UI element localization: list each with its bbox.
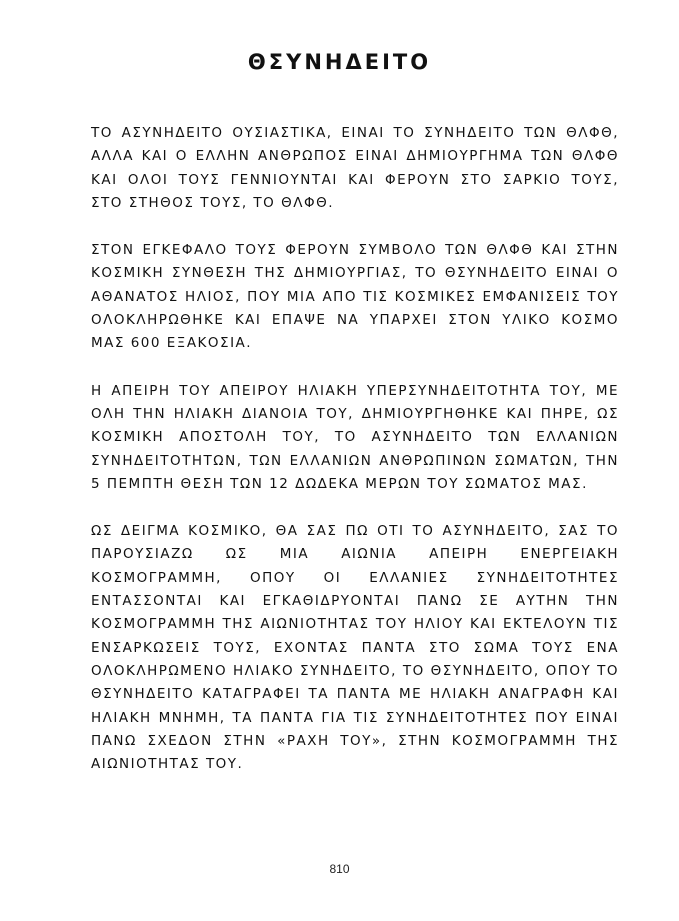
page-number: 810 bbox=[329, 862, 350, 876]
body-text bbox=[91, 122, 619, 800]
paragraph-3: Η ΑΠΕΙΡΗ ΤΟΥ ΑΠΕΙΡΟΥ ΗΛΙΑΚΗ ΥΠΕΡΣΥΝΗΔΕΙΤΟΤΗΤΑ ΤΟΥ, ΜΕ ΟΛΗ ΤΗΝ ΗΛΙΑΚΗ ΔΙΑΝΟΙΑ ΤΟΥ, ΔΗΜΙΟΥΡΓΗΘΗΚΕ ΚΑΙ ΠΗΡΕ, ΩΣ ΚΟΣΜΙΚΗ ΑΠΟΣΤΟΛΗ ΤΟΥ, ΤΟ ΑΣΥΝΗΔΕΙΤΟ ΤΩΝ ΕΛΛΑΝΙΩΝ ΣΥΝΗΔΕΙΤΟΤΗΤΩΝ, ΤΩΝ ΕΛΛΑΝΙΩΝ ΑΝΘΡΩΠΙΝΩΝ ΣΩΜΑΤΩΝ, ΤΗΝ 5 ΠΕΜΠΤΗ ΘΕΣΗ ΤΩΝ 12 ΔΩΔΕΚΑ ΜΕΡΩΝ ΤΟΥ ΣΩΜΑΤΟΣ ΜΑΣ. bbox=[91, 382, 619, 492]
paragraph-4: ΩΣ ΔΕΙΓΜΑ ΚΟΣΜΙΚΟ, ΘΑ ΣΑΣ ΠΩ ΟΤΙ ΤΟ ΑΣΥΝΗΔΕΙΤΟ, ΣΑΣ ΤΟ ΠΑΡΟΥΣΙΑΖΩ ΩΣ ΜΙΑ ΑΙΩΝΙΑ ΑΠΕΙΡΗ ΕΝΕΡΓΕΙΑΚΗ ΚΟΣΜΟΓΡΑΜΜΗ, ΟΠΟΥ ΟΙ ΕΛΛΑΝΙΕΣ ΣΥΝΗΔΕΙΤΟΤΗΤΕΣ ΕΝΤΑΣΣΟΝΤΑΙ ΚΑΙ ΕΓΚΑΘΙΔΡΥΟΝΤΑΙ ΠΑΝΩ ΣΕ ΑΥΤΗΝ ΤΗΝ ΚΟΣΜΟΓΡΑΜΜΗ ΤΗΣ ΑΙΩΝΙΟΤΗΤΑΣ ΤΟΥ ΗΛΙΟΥ ΚΑΙ ΕΚΤΕΛΟΥΝ ΤΙΣ ΕΝΣΑΡΚΩΣΕΙΣ ΤΟΥΣ, ΕΧΟΝΤΑΣ ΠΑΝΤΑ ΣΤΟ ΣΩΜΑ ΤΟΥΣ ΕΝΑ ΟΛΟΚΛΗΡΩΜΕΝΟ ΗΛΙΑΚΟ ΣΥΝΗΔΕΙΤΟ, ΤΟ ΘΣΥΝΗΔΕΙΤΟ, ΟΠΟΥ ΤΟ ΘΣΥΝΗΔΕΙΤΟ ΚΑΤΑΓΡΑΦΕΙ ΤΑ ΠΑΝΤΑ ΜΕ ΗΛΙΑΚΗ ΑΝΑΓΡΑΦΗ ΚΑΙ ΗΛΙΑΚΗ ΜΝΗΜΗ, ΤΑ ΠΑΝΤΑ ΓΙΑ ΤΙΣ ΣΥΝΗΔΕΙΤΟΤΗΤΕΣ ΠΟΥ ΕΙΝΑΙ ΠΑΝΩ ΣΧΕΔΟΝ ΣΤΗΝ «ΡΑΧΗ ΤΟΥ», ΣΤΗΝ ΚΟΣΜΟΓΡΑΜΜΗ ΤΗΣ ΑΙΩΝΙΟΤΗΤΑΣ ΤΟΥ. bbox=[91, 523, 619, 773]
paragraph-2: ΣΤΟΝ ΕΓΚΕΦΑΛΟ ΤΟΥΣ ΦΕΡΟΥΝ ΣΥΜΒΟΛΟ ΤΩΝ ΘΛΦΘ ΚΑΙ ΣΤΗΝ ΚΟΣΜΙΚΗ ΣΥΝΘΕΣΗ ΤΗΣ ΔΗΜΙΟΥΡΓΙΑΣ, ΤΟ ΘΣΥΝΗΔΕΙΤΟ ΕΙΝΑΙ Ο ΑΘΑΝΑΤΟΣ ΗΛΙΟΣ, ΠΟΥ ΜΙΑ ΑΠΟ ΤΙΣ ΚΟΣΜΙΚΕΣ ΕΜΦΑΝΙΣΕΙΣ ΤΟΥ ΟΛΟΚΛΗΡΩΘΗΚΕ ΚΑΙ ΕΠΑΨΕ ΝΑ ΥΠΑΡΧΕΙ ΣΤΟΝ ΥΛΙΚΟ ΚΟΣΜΟ ΜΑΣ 600 ΕΞΑΚΟΣΙΑ. bbox=[91, 242, 619, 352]
page-title: ΘΣΥΝΗΔΕΙΤΟ bbox=[247, 50, 432, 74]
paragraph-1: ΤΟ ΑΣΥΝΗΔΕΙΤΟ ΟΥΣΙΑΣΤΙΚΑ, ΕΙΝΑΙ ΤΟ ΣΥΝΗΔΕΙΤΟ ΤΩΝ ΘΛΦΘ, ΑΛΛΑ ΚΑΙ Ο ΕΛΛΗΝ ΑΝΘΡΩΠΟΣ ΕΙΝΑΙ ΔΗΜΙΟΥΡΓΗΜΑ ΤΩΝ ΘΛΦΘ ΚΑΙ ΟΛΟΙ ΤΟΥΣ ΓΕΝΝΙΟΥΝΤΑΙ ΚΑΙ ΦΕΡΟΥΝ ΣΤΟ ΣΑΡΚΙΟ ΤΟΥΣ, ΣΤΟ ΣΤΗΘΟΣ ΤΟΥΣ, ΤΟ ΘΛΦΘ. bbox=[91, 125, 619, 211]
